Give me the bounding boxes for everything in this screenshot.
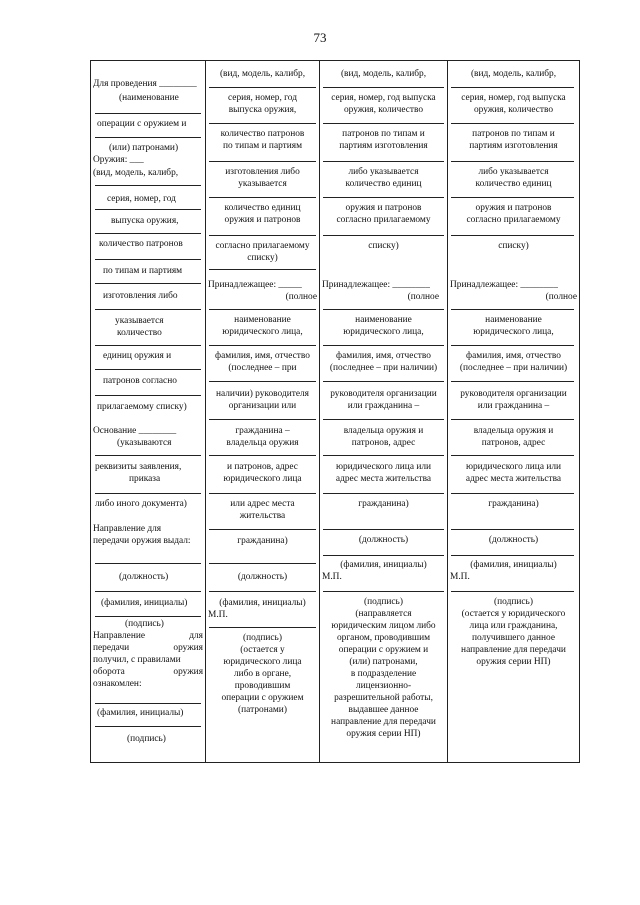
column-1-labels bbox=[93, 61, 205, 762]
field-label: (должность) bbox=[119, 572, 169, 582]
field-label: (последнее – при bbox=[228, 363, 297, 373]
field-label: оружия, количество bbox=[343, 105, 424, 115]
field-label: оружия серии НП) bbox=[476, 657, 551, 667]
field-label: Принадлежащее: ________ bbox=[450, 280, 558, 290]
field-label: указывается bbox=[115, 316, 164, 326]
field-label: наименование bbox=[485, 315, 542, 325]
field-label: владельца оружия bbox=[226, 438, 299, 448]
fill-line bbox=[95, 703, 201, 704]
field-label: (указываются bbox=[117, 438, 172, 448]
fill-line bbox=[209, 455, 316, 456]
fill-line bbox=[209, 161, 316, 162]
field-label: операции с оружием и bbox=[97, 119, 187, 129]
fill-line bbox=[451, 235, 574, 236]
field-label: или гражданина – bbox=[477, 401, 550, 411]
field-label: и патронов, адрес bbox=[227, 462, 298, 472]
fill-line bbox=[95, 591, 201, 592]
fill-line bbox=[95, 283, 201, 284]
field-label: (подпись) bbox=[364, 597, 403, 607]
fill-line bbox=[95, 209, 201, 210]
field-label: Основание ________ bbox=[93, 426, 177, 436]
fill-line bbox=[209, 235, 316, 236]
field-label: (подпись) bbox=[494, 597, 533, 607]
field-label: (подпись) bbox=[125, 619, 164, 629]
field-label: Направление для bbox=[93, 631, 203, 641]
fill-line bbox=[323, 197, 444, 198]
field-label: фамилия, имя, отчество bbox=[215, 351, 310, 361]
fill-line bbox=[323, 555, 444, 556]
fill-line bbox=[95, 455, 201, 456]
field-label: фамилия, имя, отчество bbox=[336, 351, 431, 361]
fill-line bbox=[95, 233, 201, 234]
fill-line bbox=[323, 455, 444, 456]
fill-line bbox=[323, 235, 444, 236]
field-label: операции с оружием bbox=[221, 693, 304, 703]
field-label: ознакомлен: bbox=[93, 679, 142, 689]
fill-line bbox=[323, 123, 444, 124]
fill-line bbox=[451, 345, 574, 346]
field-label: количество bbox=[117, 328, 162, 338]
field-label: либо указывается bbox=[478, 167, 549, 177]
field-label: (или) патронами, bbox=[349, 657, 418, 667]
field-label: Оружия: ___ bbox=[93, 155, 144, 165]
field-label: оружия и патронов bbox=[345, 203, 422, 213]
column-3 bbox=[320, 61, 447, 762]
field-label: разрешительной работы, bbox=[334, 693, 433, 703]
field-label: серия, номер, год bbox=[107, 194, 176, 204]
fill-line bbox=[209, 627, 316, 628]
field-label: Принадлежащее: _____ bbox=[208, 280, 302, 290]
field-label: лицензионно- bbox=[355, 681, 412, 691]
field-label: направление для передачи bbox=[461, 645, 566, 655]
field-label: списку) bbox=[247, 253, 278, 263]
field-label: (подпись) bbox=[243, 633, 282, 643]
fill-line bbox=[95, 493, 201, 494]
field-label: юридического лица bbox=[223, 657, 302, 667]
fill-line bbox=[209, 123, 316, 124]
field-label: юридического лица, bbox=[343, 327, 424, 337]
fill-line bbox=[323, 345, 444, 346]
field-label: (должность) bbox=[488, 535, 539, 545]
field-label: изготовления либо bbox=[103, 291, 178, 301]
field-label: операции с оружием и bbox=[338, 645, 429, 655]
fill-line bbox=[209, 529, 316, 530]
column-4 bbox=[448, 61, 579, 762]
field-label: направление для передачи bbox=[331, 717, 436, 727]
field-label: (патронами) bbox=[238, 705, 287, 715]
field-label: наименование bbox=[234, 315, 291, 325]
field-label: (или) патронами) bbox=[109, 143, 179, 153]
field-label: гражданина) bbox=[358, 499, 409, 509]
fill-line bbox=[209, 419, 316, 420]
field-label: выпуска оружия, bbox=[111, 216, 179, 226]
fill-line bbox=[209, 87, 316, 88]
field-label: либо указывается bbox=[348, 167, 419, 177]
field-label: патронов по типам и bbox=[342, 129, 425, 139]
field-label: (вид, модель, калибр, bbox=[340, 69, 427, 79]
field-label: согласно прилагаемому bbox=[336, 215, 431, 225]
field-label: списку) bbox=[498, 241, 529, 251]
fill-line bbox=[451, 555, 574, 556]
field-label: оружия и патронов bbox=[224, 215, 301, 225]
fill-line bbox=[95, 185, 201, 186]
field-label: количество единиц bbox=[345, 179, 422, 189]
fill-line bbox=[209, 493, 316, 494]
field-label: (фамилия, инициалы) bbox=[97, 708, 184, 718]
field-label: прилагаемому списку) bbox=[97, 402, 187, 412]
field-label: патронов, адрес bbox=[481, 438, 546, 448]
field-label: партиям изготовления bbox=[469, 141, 558, 151]
field-label: (вид, модель, калибр, bbox=[93, 168, 179, 178]
field-label: (направляется bbox=[355, 609, 412, 619]
field-label: М.П. bbox=[450, 572, 470, 582]
field-label: Принадлежащее: ________ bbox=[322, 280, 430, 290]
field-label: оружия, количество bbox=[473, 105, 554, 115]
field-label: (полное bbox=[407, 292, 439, 302]
column-2 bbox=[206, 61, 319, 762]
field-label: (фамилия, инициалы) bbox=[340, 560, 427, 570]
field-label: Направление для bbox=[93, 524, 162, 534]
field-label: органом, проводившим bbox=[336, 633, 431, 643]
field-label: либо в органе, bbox=[233, 669, 292, 679]
field-label: (полное bbox=[545, 292, 577, 302]
field-label: (последнее – при наличии) bbox=[329, 363, 438, 373]
field-label: приказа bbox=[129, 474, 161, 484]
field-label: (остается у юридического bbox=[461, 609, 566, 619]
fill-line bbox=[451, 529, 574, 530]
fill-line bbox=[451, 87, 574, 88]
field-label: фамилия, имя, отчество bbox=[466, 351, 561, 361]
fill-line bbox=[95, 113, 201, 114]
field-label: проводившим bbox=[234, 681, 291, 691]
field-label: (вид, модель, калибр, bbox=[219, 69, 306, 79]
field-label: организации или bbox=[228, 401, 297, 411]
fill-line bbox=[95, 309, 201, 310]
field-label: (последнее – при наличии) bbox=[459, 363, 568, 373]
fill-line bbox=[451, 309, 574, 310]
fill-line bbox=[95, 259, 201, 260]
field-label: количество патронов bbox=[99, 239, 183, 249]
fill-line bbox=[95, 395, 201, 396]
fill-line bbox=[209, 563, 316, 564]
field-label: указывается bbox=[238, 179, 287, 189]
field-label: получил, с правилами bbox=[93, 655, 181, 665]
field-label: наименование bbox=[355, 315, 412, 325]
field-label: серия, номер, год выпуска bbox=[461, 93, 566, 103]
fill-line bbox=[451, 123, 574, 124]
fill-line bbox=[209, 197, 316, 198]
field-label: реквизиты заявления, bbox=[95, 462, 182, 472]
field-label: или гражданина – bbox=[347, 401, 420, 411]
field-label: патронов, адрес bbox=[351, 438, 416, 448]
fill-line bbox=[451, 197, 574, 198]
fill-line bbox=[209, 269, 316, 270]
form-table bbox=[90, 60, 580, 763]
field-label: жительства bbox=[239, 511, 286, 521]
field-label: согласно прилагаемому bbox=[215, 241, 310, 251]
field-label: (подпись) bbox=[127, 734, 166, 744]
field-label: Для проведения ________ bbox=[93, 79, 197, 89]
field-label: патронов согласно bbox=[103, 376, 177, 386]
field-label: юридического лица bbox=[223, 474, 302, 484]
fill-line bbox=[95, 726, 201, 727]
field-label: гражданина – bbox=[235, 426, 290, 436]
fill-line bbox=[323, 161, 444, 162]
field-label: изготовления либо bbox=[225, 167, 300, 177]
field-label: юридического лица или bbox=[465, 462, 562, 472]
field-label: по типам и партиям bbox=[222, 141, 303, 151]
field-label: партиям изготовления bbox=[339, 141, 428, 151]
field-label: количество патронов bbox=[220, 129, 305, 139]
page-number: 73 bbox=[313, 30, 327, 45]
fill-line bbox=[323, 381, 444, 382]
field-label: владельца оружия и bbox=[473, 426, 554, 436]
fill-line bbox=[209, 381, 316, 382]
field-label: единиц оружия и bbox=[103, 351, 172, 361]
fill-line bbox=[95, 345, 201, 346]
fill-line bbox=[323, 87, 444, 88]
field-label: или адрес места bbox=[230, 499, 295, 509]
field-label: адрес места жительства bbox=[335, 474, 432, 484]
field-label: (фамилия, инициалы) bbox=[101, 598, 188, 608]
field-label: адрес места жительства bbox=[465, 474, 562, 484]
fill-line bbox=[451, 493, 574, 494]
fill-line bbox=[95, 137, 201, 138]
field-label: по типам и партиям bbox=[103, 266, 183, 276]
field-label: передачи оружия bbox=[93, 643, 203, 653]
field-label: М.П. bbox=[208, 610, 228, 620]
field-label: гражданина) bbox=[488, 499, 539, 509]
field-label: списку) bbox=[368, 241, 399, 251]
fill-line bbox=[209, 345, 316, 346]
fill-line bbox=[323, 529, 444, 530]
field-label: количество единиц bbox=[475, 179, 552, 189]
field-label: оборота оружия bbox=[93, 667, 203, 677]
field-label: гражданина) bbox=[237, 536, 288, 546]
fill-line bbox=[95, 616, 201, 617]
field-label: юридического лица или bbox=[335, 462, 432, 472]
fill-line bbox=[323, 419, 444, 420]
fill-line bbox=[451, 455, 574, 456]
field-label: патронов по типам и bbox=[472, 129, 555, 139]
field-label: серия, номер, год выпуска bbox=[331, 93, 436, 103]
field-label: (фамилия, инициалы) bbox=[470, 560, 557, 570]
field-label: в подразделение bbox=[350, 669, 417, 679]
fill-line bbox=[451, 381, 574, 382]
field-label: (должность) bbox=[237, 572, 288, 582]
field-label: выпуска оружия, bbox=[228, 105, 297, 115]
field-label: М.П. bbox=[322, 572, 342, 582]
field-label: юридическим лицом либо bbox=[331, 621, 436, 631]
field-label: (должность) bbox=[358, 535, 409, 545]
field-label: (фамилия, инициалы) bbox=[219, 598, 306, 608]
field-label: передачи оружия выдал: bbox=[93, 536, 191, 546]
field-label: выдавшее данное bbox=[348, 705, 419, 715]
fill-line bbox=[451, 161, 574, 162]
field-label: оружия и патронов bbox=[475, 203, 552, 213]
fill-line bbox=[95, 563, 201, 564]
fill-line bbox=[451, 591, 574, 592]
fill-line bbox=[209, 309, 316, 310]
field-label: (наименование bbox=[119, 93, 179, 103]
field-label: владельца оружия и bbox=[343, 426, 424, 436]
fill-line bbox=[323, 591, 444, 592]
field-label: (вид, модель, калибр, bbox=[470, 69, 557, 79]
field-label: (остается у bbox=[240, 645, 285, 655]
field-label: (полное bbox=[285, 292, 317, 302]
field-label: руководителя организации bbox=[460, 389, 567, 399]
field-label: оружия серии НП) bbox=[346, 729, 421, 739]
fill-line bbox=[95, 369, 201, 370]
field-label: согласно прилагаемому bbox=[466, 215, 561, 225]
field-label: юридического лица, bbox=[222, 327, 303, 337]
field-label: юридического лица, bbox=[473, 327, 554, 337]
field-label: наличии) руководителя bbox=[215, 389, 309, 399]
field-label: серия, номер, год bbox=[228, 93, 297, 103]
fill-line bbox=[323, 493, 444, 494]
fill-line bbox=[451, 419, 574, 420]
field-label: количество единиц bbox=[224, 203, 301, 213]
field-label: получившего данное bbox=[471, 633, 556, 643]
field-label: лица или гражданина, bbox=[469, 621, 558, 631]
fill-line bbox=[323, 309, 444, 310]
field-label: руководителя организации bbox=[330, 389, 437, 399]
fill-line bbox=[209, 591, 316, 592]
field-label: либо иного документа) bbox=[95, 499, 187, 509]
